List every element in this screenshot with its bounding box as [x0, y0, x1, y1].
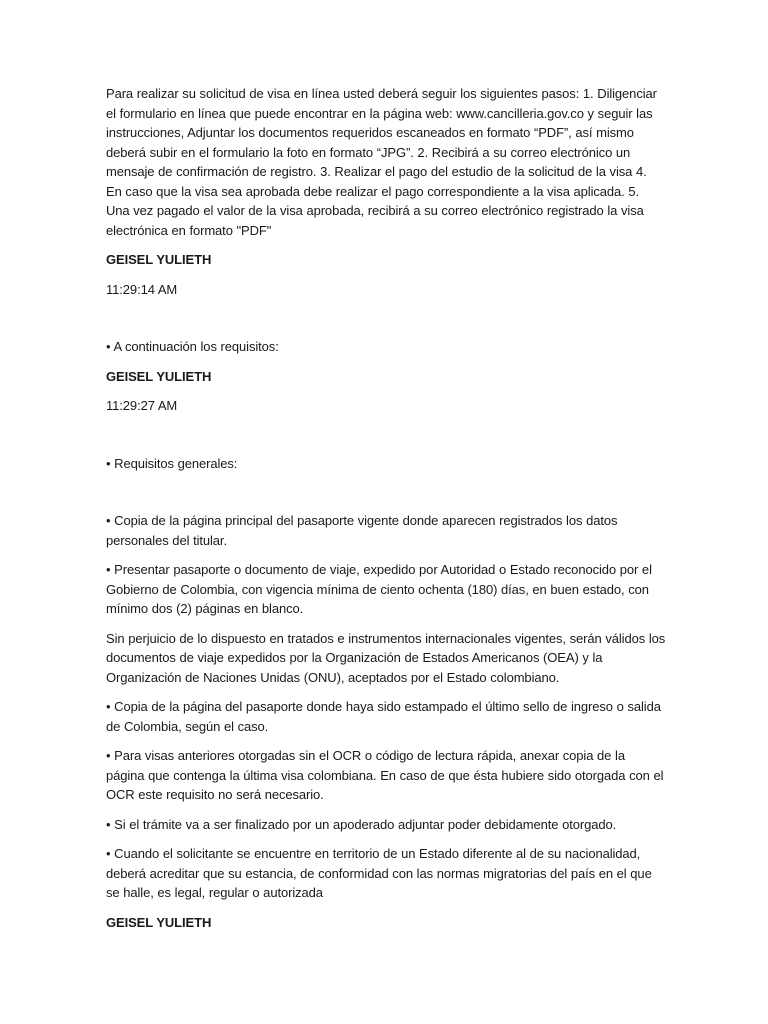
message-author: GEISEL YULIETH [106, 252, 212, 267]
requirement-item: • Copia de la página del pasaporte donde haya sido estampado el último sello de ingreso o salida de Colombia, según el caso. [106, 699, 661, 734]
message-timestamp: 11:29:27 AM [106, 398, 178, 413]
visa-steps-paragraph: Para realizar su solicitud de visa en línea usted deberá seguir los siguientes pasos: 1. Diligenciar el formulario en línea que puede encontrar en la página web: www.cancilleria.gov.co y seguir las instrucciones, Adjuntar los documentos requeridos escaneados en formato “PDF”, así mismo deberá subir en el formulario la foto en formato “JPG”. 2. Recibirá a su correo electrónico un mensaje de confirmación de registro. 3. Realizar el pago del estudio de la solicitud de la visa 4. En caso que la visa sea aprobada debe realizar el pago correspondiente a la visa aplicada. 5. Una vez pagado el valor de la visa aprobada, recibirá a su correo electrónico registrado la visa electrónica en formato "PDF" [106, 86, 657, 238]
general-requirements-heading: • Requisitos generales: [106, 455, 238, 471]
requirement-item: • Copia de la página principal del pasaporte vigente donde aparecen registrados los datos personales del titular. [106, 513, 618, 548]
requirement-item: Sin perjuicio de lo dispuesto en tratados e instrumentos internacionales vigentes, serán válidos los documentos de viaje expedidos por la Organización de Estados Americanos (OEA) y la Organización de Naciones Unidas (ONU), aceptados por el Estado colombiano. [106, 630, 666, 685]
requirement-item: • Presentar pasaporte o documento de viaje, expedido por Autoridad o Estado reconocido por el Gobierno de Colombia, con vigencia mínima de ciento ochenta (180) días, en buen estado, con mínimo dos (2) páginas en blanco. [106, 562, 652, 616]
requirement-item: • Para visas anteriores otorgadas sin el OCR o código de lectura rápida, anexar copia de la página que contenga la última visa colombiana. En caso de que ésta hubiere sido otorgada con el OCR este requisito no será necesario. [106, 748, 664, 802]
requirement-item: • Si el trámite va a ser finalizado por un apoderado adjuntar poder debidamente otorgado. [106, 816, 617, 832]
document-page [106, 84, 666, 932]
message-timestamp: 11:29:14 AM [106, 281, 178, 297]
message-author: GEISEL YULIETH [106, 914, 212, 930]
requirement-item: • Cuando el solicitante se encuentre en territorio de un Estado diferente al de su nacionalidad, deberá acreditar que su estancia, de conformidad con las normas migratorias del país en el que se halle, es legal, regular o autorizada [106, 846, 652, 900]
requirements-intro: • A continuación los requisitos: [106, 339, 279, 354]
message-author: GEISEL YULIETH [106, 368, 212, 384]
